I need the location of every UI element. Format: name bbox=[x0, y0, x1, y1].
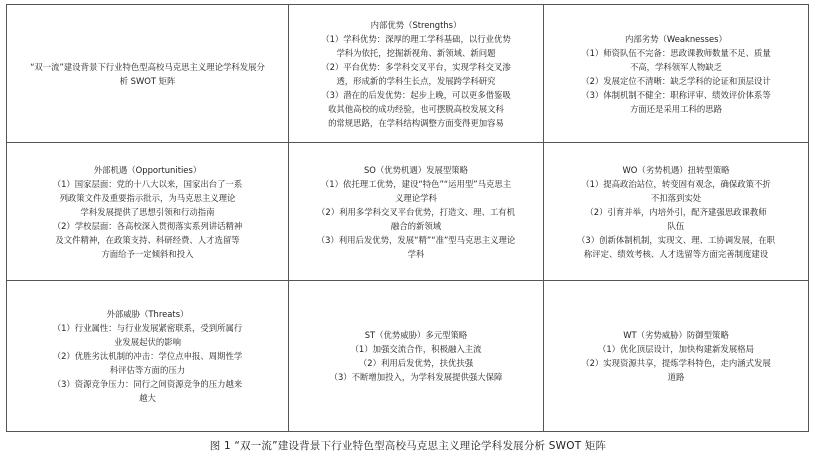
cell-line: （1）师资队伍不完备：思政课教师数量不足、质量 bbox=[581, 47, 771, 58]
wt-strategy-title: WT（劣势威胁）防御型策略 bbox=[623, 330, 729, 340]
cell-line: （1）优化顶层设计，加快构建新发展格局 bbox=[597, 344, 755, 354]
cell-line: 的常规思路，在学科结构调整方面变得更加容易 bbox=[328, 117, 504, 128]
cell-line: （1）学科优势：深厚的理工学科基础，以行业优势 bbox=[321, 33, 511, 44]
cell-line: （2）利用多学科交叉平台优势，打造文、理、工有机 bbox=[317, 206, 515, 217]
cell-line: 称评定、绩效考核、人才选留等方面完善制度建设 bbox=[583, 248, 769, 259]
cell-line: （2）平台优势：多学科交叉平台，实现学科交叉渗 bbox=[321, 61, 511, 72]
cell-line: 义理论学科 bbox=[395, 192, 437, 203]
cell-line: （3）体制机制不健全：职称评审、绩效评价体系等 bbox=[581, 89, 771, 100]
cell-line: （2）学校层面：各高校深入贯彻落实系列讲话精神 bbox=[52, 220, 243, 231]
cell-line: 方面还是采用工科的思路 bbox=[629, 103, 723, 114]
cell-line: （3）资源竞争压力：同行之间资源竞争的压力越来 bbox=[52, 379, 243, 389]
corner-cell bbox=[7, 5, 289, 143]
cell-line: （1）国家层面：党的十八大以来，国家出台了一系 bbox=[52, 178, 243, 189]
cell-line: 列政策文件及重要指示批示，为马克思主义理论 bbox=[59, 192, 236, 203]
weaknesses-cell bbox=[544, 5, 809, 143]
st-strategy-cell bbox=[289, 281, 544, 432]
cell-line: 队伍 bbox=[667, 220, 685, 231]
cell-line: 学科 bbox=[407, 248, 425, 259]
cell-line: 学科为依托，挖掘新视角、新领域、新问题 bbox=[336, 47, 496, 58]
cell-line: （3）创新体制机制，实现文、理、工协调发展，在职 bbox=[577, 234, 775, 245]
cell-line: 收其他高校的成功经验，也可摆脱高校发展文科 bbox=[328, 103, 504, 114]
cell-line: 不扣落到实处 bbox=[650, 192, 702, 203]
threats-title: 外部威胁（Threats） bbox=[106, 309, 189, 319]
wo-strategy-title: WO（劣势机遇）扭转型策略 bbox=[622, 164, 730, 175]
cell-line: 融合的新领域 bbox=[390, 220, 442, 231]
cell-line: （2）利用后发优势，扶优扶强 bbox=[358, 358, 474, 368]
cell-line: 科评估等方面的压力 bbox=[109, 365, 186, 375]
cell-line: 越大 bbox=[139, 393, 156, 403]
cell-line: （3）不断增加投入，为学科发展提供强大保障 bbox=[329, 372, 503, 382]
cell-line: 业发展起伏的影响 bbox=[114, 337, 181, 347]
strengths-cell bbox=[289, 5, 544, 143]
cell-line: （1）行业属性：与行业发展紧密联系，受到所属行 bbox=[52, 323, 243, 333]
cell-line: 透，形成新的学科生长点，发展跨学科研究 bbox=[336, 75, 496, 86]
cell-line: （2）实现资源共享，提炼学科特色，走内涵式发展 bbox=[581, 358, 771, 368]
cell-line: （1）提高政治站位，转变固有观念，确保政策不折 bbox=[581, 178, 771, 189]
cell-line: （1）加强交流合作，积极融入主流 bbox=[350, 344, 482, 354]
matrix-title: “双一流”建设背景下行业特色型高校马克思主义理论学科发展分析 SWOT 矩阵 bbox=[30, 61, 265, 86]
swot-matrix bbox=[6, 4, 809, 432]
figure-caption: 图 1 “双一流”建设背景下行业特色型高校马克思主义理论学科发展分析 SWOT 矩阵 bbox=[209, 440, 607, 452]
cell-line: （2）优胜劣汰机制的冲击：学位点申报、周期性学 bbox=[52, 351, 243, 361]
cell-line: （3）利用后发优势，发展“精”“准”型马克思主义理论 bbox=[316, 234, 516, 245]
cell-line: 及文件精神，在政策支持、科研经费、人才选留等 bbox=[55, 234, 240, 245]
threats-cell bbox=[7, 281, 289, 432]
cell-line: 道路 bbox=[667, 372, 685, 382]
wo-strategy-cell bbox=[544, 143, 809, 281]
cell-line: 学科发展提供了思想引领和行动指南 bbox=[80, 206, 215, 217]
cell-line: （2）发展定位不清晰：缺乏学科的论证和顶层设计 bbox=[581, 75, 771, 86]
strengths-title: 内部优势（Strengths） bbox=[370, 19, 462, 30]
so-strategy-title: SO（优势机遇）发展型策略 bbox=[363, 164, 469, 175]
cell-line: 不高，学科领军人物缺乏 bbox=[629, 61, 723, 72]
opportunities-title: 外部机遇（Opportunities） bbox=[93, 164, 202, 175]
so-strategy-cell bbox=[289, 143, 544, 281]
cell-line: （3）潜在的后发优势：起步上晚，可以更多借鉴吸 bbox=[321, 89, 511, 100]
opportunities-cell bbox=[7, 143, 289, 281]
st-strategy-title: ST（优势威胁）多元型策略 bbox=[364, 330, 468, 340]
wt-strategy-cell bbox=[544, 281, 809, 432]
cell-line: （2）引育并举，内培外引，配齐建强思政课教师 bbox=[585, 206, 767, 217]
cell-line: （1）依托理工优势，建设“特色”“运用型”马克思主 bbox=[320, 178, 512, 189]
weaknesses-title: 内部劣势（Weaknesses） bbox=[625, 33, 727, 44]
cell-line: 方面给予一定倾斜和投入 bbox=[101, 248, 194, 259]
